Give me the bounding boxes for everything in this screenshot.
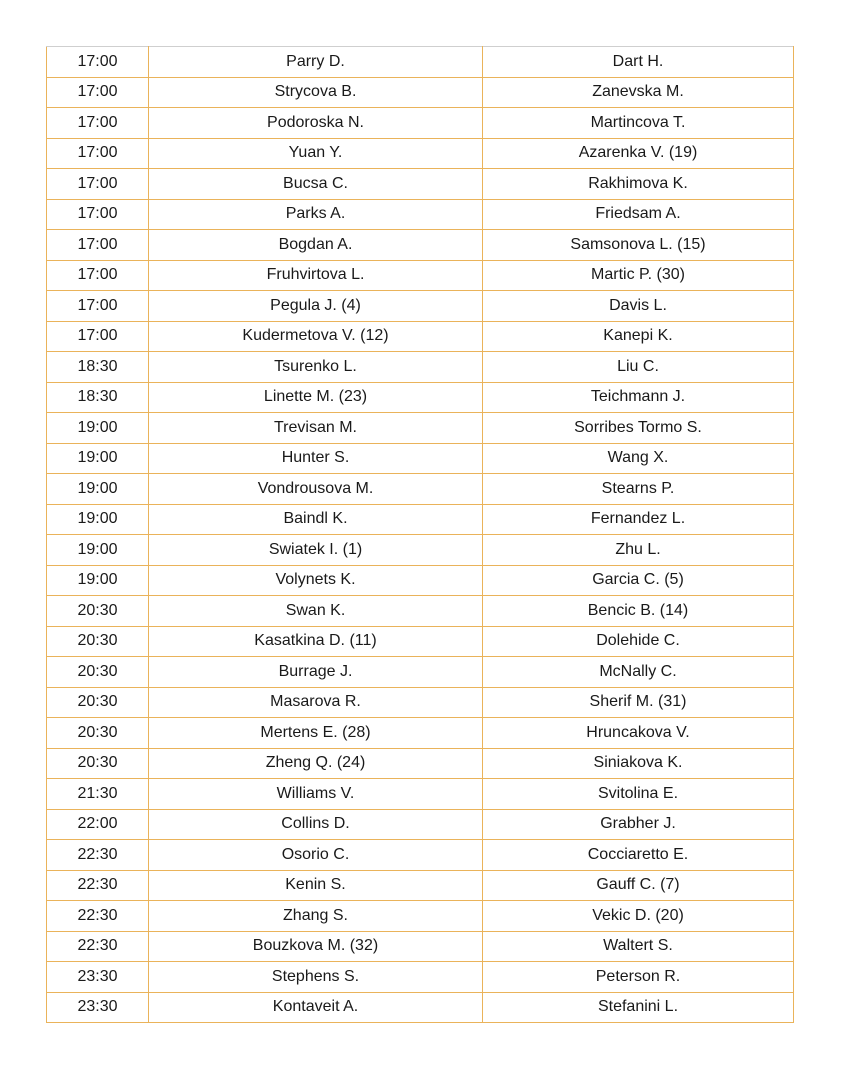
match-time: 18:30 — [47, 352, 149, 383]
table-row — [47, 230, 794, 261]
table-row — [47, 626, 794, 657]
match-time: 20:30 — [47, 718, 149, 749]
match-time: 17:00 — [47, 260, 149, 291]
player-one: Osorio C. — [149, 840, 483, 871]
player-two: Liu C. — [483, 352, 794, 383]
player-one: Podoroska N. — [149, 108, 483, 139]
match-time: 19:00 — [47, 504, 149, 535]
table-row — [47, 47, 794, 78]
player-one: Bouzkova M. (32) — [149, 931, 483, 962]
player-one: Stephens S. — [149, 962, 483, 993]
player-two: Zanevska M. — [483, 77, 794, 108]
player-two: Dart H. — [483, 47, 794, 78]
player-two: Grabher J. — [483, 809, 794, 840]
player-one: Kontaveit A. — [149, 992, 483, 1023]
match-time: 19:00 — [47, 535, 149, 566]
player-two: Stearns P. — [483, 474, 794, 505]
player-one: Swan K. — [149, 596, 483, 627]
player-two: Rakhimova K. — [483, 169, 794, 200]
table-row — [47, 321, 794, 352]
player-one: Mertens E. (28) — [149, 718, 483, 749]
match-time: 17:00 — [47, 169, 149, 200]
table-row — [47, 657, 794, 688]
match-time: 17:00 — [47, 77, 149, 108]
player-two: Teichmann J. — [483, 382, 794, 413]
table-row — [47, 535, 794, 566]
player-one: Hunter S. — [149, 443, 483, 474]
player-one: Linette M. (23) — [149, 382, 483, 413]
table-row — [47, 291, 794, 322]
player-two: Cocciaretto E. — [483, 840, 794, 871]
player-one: Tsurenko L. — [149, 352, 483, 383]
table-row — [47, 565, 794, 596]
player-one: Vondrousova M. — [149, 474, 483, 505]
match-time: 21:30 — [47, 779, 149, 810]
player-one: Kasatkina D. (11) — [149, 626, 483, 657]
match-time: 17:00 — [47, 108, 149, 139]
match-time: 17:00 — [47, 321, 149, 352]
table-row — [47, 992, 794, 1023]
player-one: Fruhvirtova L. — [149, 260, 483, 291]
match-time: 20:30 — [47, 626, 149, 657]
player-one: Parks A. — [149, 199, 483, 230]
player-two: Wang X. — [483, 443, 794, 474]
player-two: Samsonova L. (15) — [483, 230, 794, 261]
match-time: 17:00 — [47, 230, 149, 261]
player-two: Sherif M. (31) — [483, 687, 794, 718]
table-row — [47, 108, 794, 139]
match-time: 19:00 — [47, 413, 149, 444]
player-two: Stefanini L. — [483, 992, 794, 1023]
match-time: 20:30 — [47, 596, 149, 627]
match-time: 22:00 — [47, 809, 149, 840]
player-two: Garcia C. (5) — [483, 565, 794, 596]
match-schedule-table — [46, 46, 794, 1023]
match-schedule-body — [47, 47, 794, 1023]
player-one: Yuan Y. — [149, 138, 483, 169]
player-one: Kenin S. — [149, 870, 483, 901]
player-two: Fernandez L. — [483, 504, 794, 535]
player-two: Martincova T. — [483, 108, 794, 139]
player-two: Davis L. — [483, 291, 794, 322]
table-row — [47, 443, 794, 474]
table-row — [47, 352, 794, 383]
match-time: 22:30 — [47, 931, 149, 962]
player-two: Zhu L. — [483, 535, 794, 566]
table-row — [47, 718, 794, 749]
table-row — [47, 596, 794, 627]
player-two: Waltert S. — [483, 931, 794, 962]
table-row — [47, 901, 794, 932]
player-one: Strycova B. — [149, 77, 483, 108]
match-time: 20:30 — [47, 748, 149, 779]
player-two: Bencic B. (14) — [483, 596, 794, 627]
match-time: 19:00 — [47, 565, 149, 596]
player-one: Pegula J. (4) — [149, 291, 483, 322]
player-two: Peterson R. — [483, 962, 794, 993]
table-row — [47, 474, 794, 505]
player-one: Zhang S. — [149, 901, 483, 932]
player-one: Kudermetova V. (12) — [149, 321, 483, 352]
player-two: Gauff C. (7) — [483, 870, 794, 901]
table-row — [47, 382, 794, 413]
player-two: McNally C. — [483, 657, 794, 688]
player-one: Zheng Q. (24) — [149, 748, 483, 779]
player-two: Vekic D. (20) — [483, 901, 794, 932]
match-time: 17:00 — [47, 138, 149, 169]
table-row — [47, 840, 794, 871]
player-two: Martic P. (30) — [483, 260, 794, 291]
match-time: 23:30 — [47, 992, 149, 1023]
player-two: Dolehide C. — [483, 626, 794, 657]
table-row — [47, 779, 794, 810]
player-two: Kanepi K. — [483, 321, 794, 352]
player-one: Baindl K. — [149, 504, 483, 535]
match-time: 22:30 — [47, 840, 149, 871]
table-row — [47, 77, 794, 108]
table-row — [47, 138, 794, 169]
match-time: 17:00 — [47, 291, 149, 322]
player-one: Swiatek I. (1) — [149, 535, 483, 566]
player-two: Azarenka V. (19) — [483, 138, 794, 169]
player-one: Collins D. — [149, 809, 483, 840]
match-time: 23:30 — [47, 962, 149, 993]
player-one: Parry D. — [149, 47, 483, 78]
player-one: Bogdan A. — [149, 230, 483, 261]
table-row — [47, 748, 794, 779]
match-time: 17:00 — [47, 47, 149, 78]
table-row — [47, 413, 794, 444]
match-time: 19:00 — [47, 474, 149, 505]
player-two: Friedsam A. — [483, 199, 794, 230]
player-one: Bucsa C. — [149, 169, 483, 200]
player-one: Trevisan M. — [149, 413, 483, 444]
table-row — [47, 260, 794, 291]
table-row — [47, 870, 794, 901]
table-row — [47, 931, 794, 962]
table-row — [47, 504, 794, 535]
table-row — [47, 199, 794, 230]
match-time: 17:00 — [47, 199, 149, 230]
player-two: Hruncakova V. — [483, 718, 794, 749]
table-row — [47, 962, 794, 993]
match-time: 18:30 — [47, 382, 149, 413]
match-time: 22:30 — [47, 870, 149, 901]
match-time: 20:30 — [47, 687, 149, 718]
match-time: 20:30 — [47, 657, 149, 688]
player-one: Volynets K. — [149, 565, 483, 596]
match-time: 19:00 — [47, 443, 149, 474]
player-two: Sorribes Tormo S. — [483, 413, 794, 444]
player-two: Svitolina E. — [483, 779, 794, 810]
table-row — [47, 169, 794, 200]
player-two: Siniakova K. — [483, 748, 794, 779]
table-row — [47, 809, 794, 840]
player-one: Williams V. — [149, 779, 483, 810]
player-one: Masarova R. — [149, 687, 483, 718]
match-time: 22:30 — [47, 901, 149, 932]
table-row — [47, 687, 794, 718]
player-one: Burrage J. — [149, 657, 483, 688]
